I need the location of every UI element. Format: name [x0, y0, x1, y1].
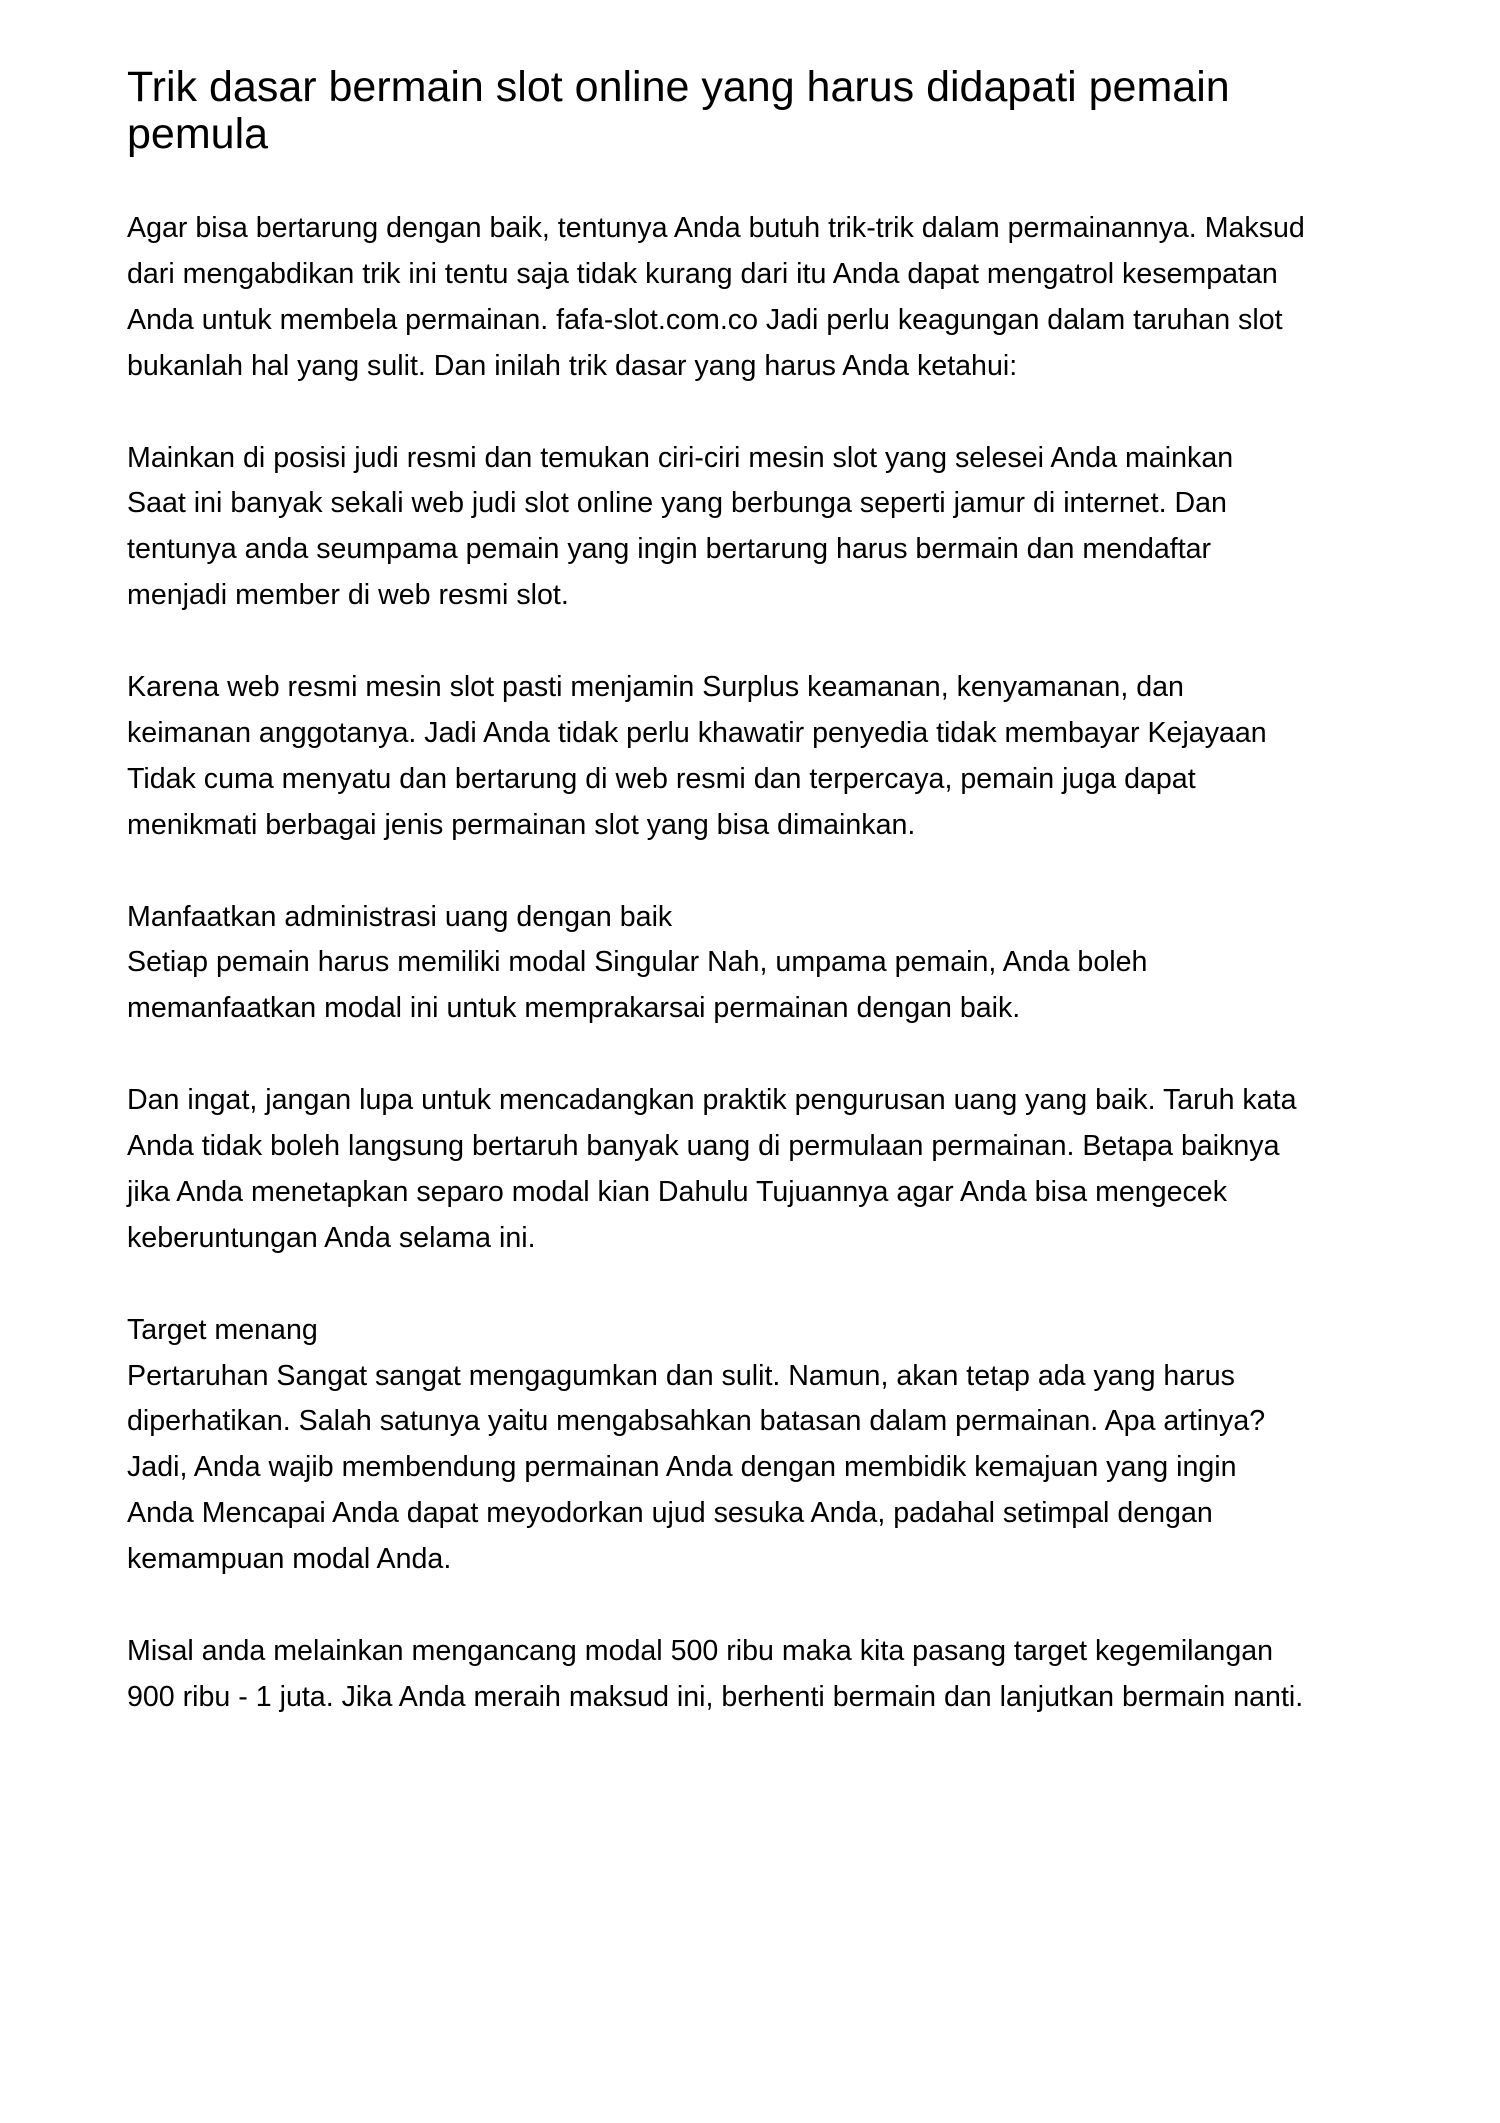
text-line: Setiap pemain harus memiliki modal Singular Nah, umpama pemain, Anda boleh [127, 946, 1148, 979]
text-line: diperhatikan. Salah satunya yaitu mengabsahkan batasan dalam permainan. Apa artinya? [127, 1405, 1266, 1438]
text-line: Tidak cuma menyatu dan bertarung di web resmi dan terpercaya, pemain juga dapat [127, 762, 1196, 795]
paragraph-intro [127, 206, 1402, 390]
text-line: memanfaatkan modal ini untuk memprakarsai permainan dengan baik. [127, 992, 1021, 1025]
text-line: menikmati berbagai jenis permainan slot yang bisa dimainkan. [127, 808, 916, 841]
text-line: keberuntungan Anda selama ini. [127, 1221, 536, 1254]
paragraph-security [127, 665, 1402, 849]
text-line: jika Anda menetapkan separo modal kian Dahulu Tujuannya agar Anda bisa mengecek [127, 1175, 1228, 1208]
text-line: Anda untuk membela permainan. fafa-slot.com.co Jadi perlu keagungan dalam taruhan slot [127, 303, 1283, 336]
paragraph-money-management [127, 895, 1402, 1033]
text-line: Saat ini banyak sekali web judi slot online yang berbunga seperti jamur di internet. Dan [127, 487, 1227, 520]
text-line: Jadi, Anda wajib membendung permainan Anda dengan membidik kemajuan yang ingin [127, 1451, 1237, 1484]
text-line: Pertaruhan Sangat sangat mengagumkan dan sulit. Namun, akan tetap ada yang harus [127, 1359, 1235, 1392]
text-line: Anda tidak boleh langsung bertaruh banyak uang di permulaan permainan. Betapa baiknya [127, 1130, 1280, 1163]
text-line: dari mengabdikan trik ini tentu saja tidak kurang dari itu Anda dapat mengatrol kesempatan [127, 257, 1278, 290]
document-page [127, 64, 1402, 1767]
text-line: Target menang [127, 1313, 318, 1346]
text-line: Misal anda melainkan mengancang modal 500 ribu maka kita pasang target kegemilangan [127, 1635, 1274, 1667]
text-line: 900 ribu - 1 juta. Jika Anda meraih maksud ini, berhenti bermain dan lanjutkan bermain nanti. [127, 1680, 1304, 1713]
text-line: Manfaatkan administrasi uang dengan baik [127, 900, 673, 933]
text-line: Karena web resmi mesin slot pasti menjamin Surplus keamanan, kenyamanan, dan [127, 671, 1184, 704]
text-line: Agar bisa bertarung dengan baik, tentunya Anda butuh trik-trik dalam permainannya. Maksud [127, 212, 1305, 244]
text-line: bukanlah hal yang sulit. Dan inilah trik dasar yang harus Anda ketahui: [127, 349, 1018, 382]
paragraph-win-target [127, 1308, 1402, 1583]
document-body [127, 206, 1402, 1721]
document-title: Trik dasar bermain slot online yang harus didapati pemain pemula [127, 63, 1230, 158]
paragraph-reminder [127, 1078, 1402, 1262]
paragraph-example [127, 1629, 1402, 1721]
text-line: kemampuan modal Anda. [127, 1543, 452, 1576]
text-line: Anda Mencapai Anda dapat meyodorkan ujud sesuka Anda, padahal setimpal dengan [127, 1497, 1213, 1530]
text-line: menjadi member di web resmi slot. [127, 579, 569, 612]
text-line: tentunya anda seumpama pemain yang ingin bertarung harus bermain dan mendaftar [127, 533, 1212, 566]
text-line: Mainkan di posisi judi resmi dan temukan ciri-ciri mesin slot yang selesei Anda mainkan [127, 441, 1234, 474]
paragraph-official-site [127, 436, 1402, 620]
text-line: Dan ingat, jangan lupa untuk mencadangkan praktik pengurusan uang yang baik. Taruh kata [127, 1084, 1297, 1117]
text-line: keimanan anggotanya. Jadi Anda tidak perlu khawatir penyedia tidak membayar Kejayaan [127, 716, 1267, 749]
